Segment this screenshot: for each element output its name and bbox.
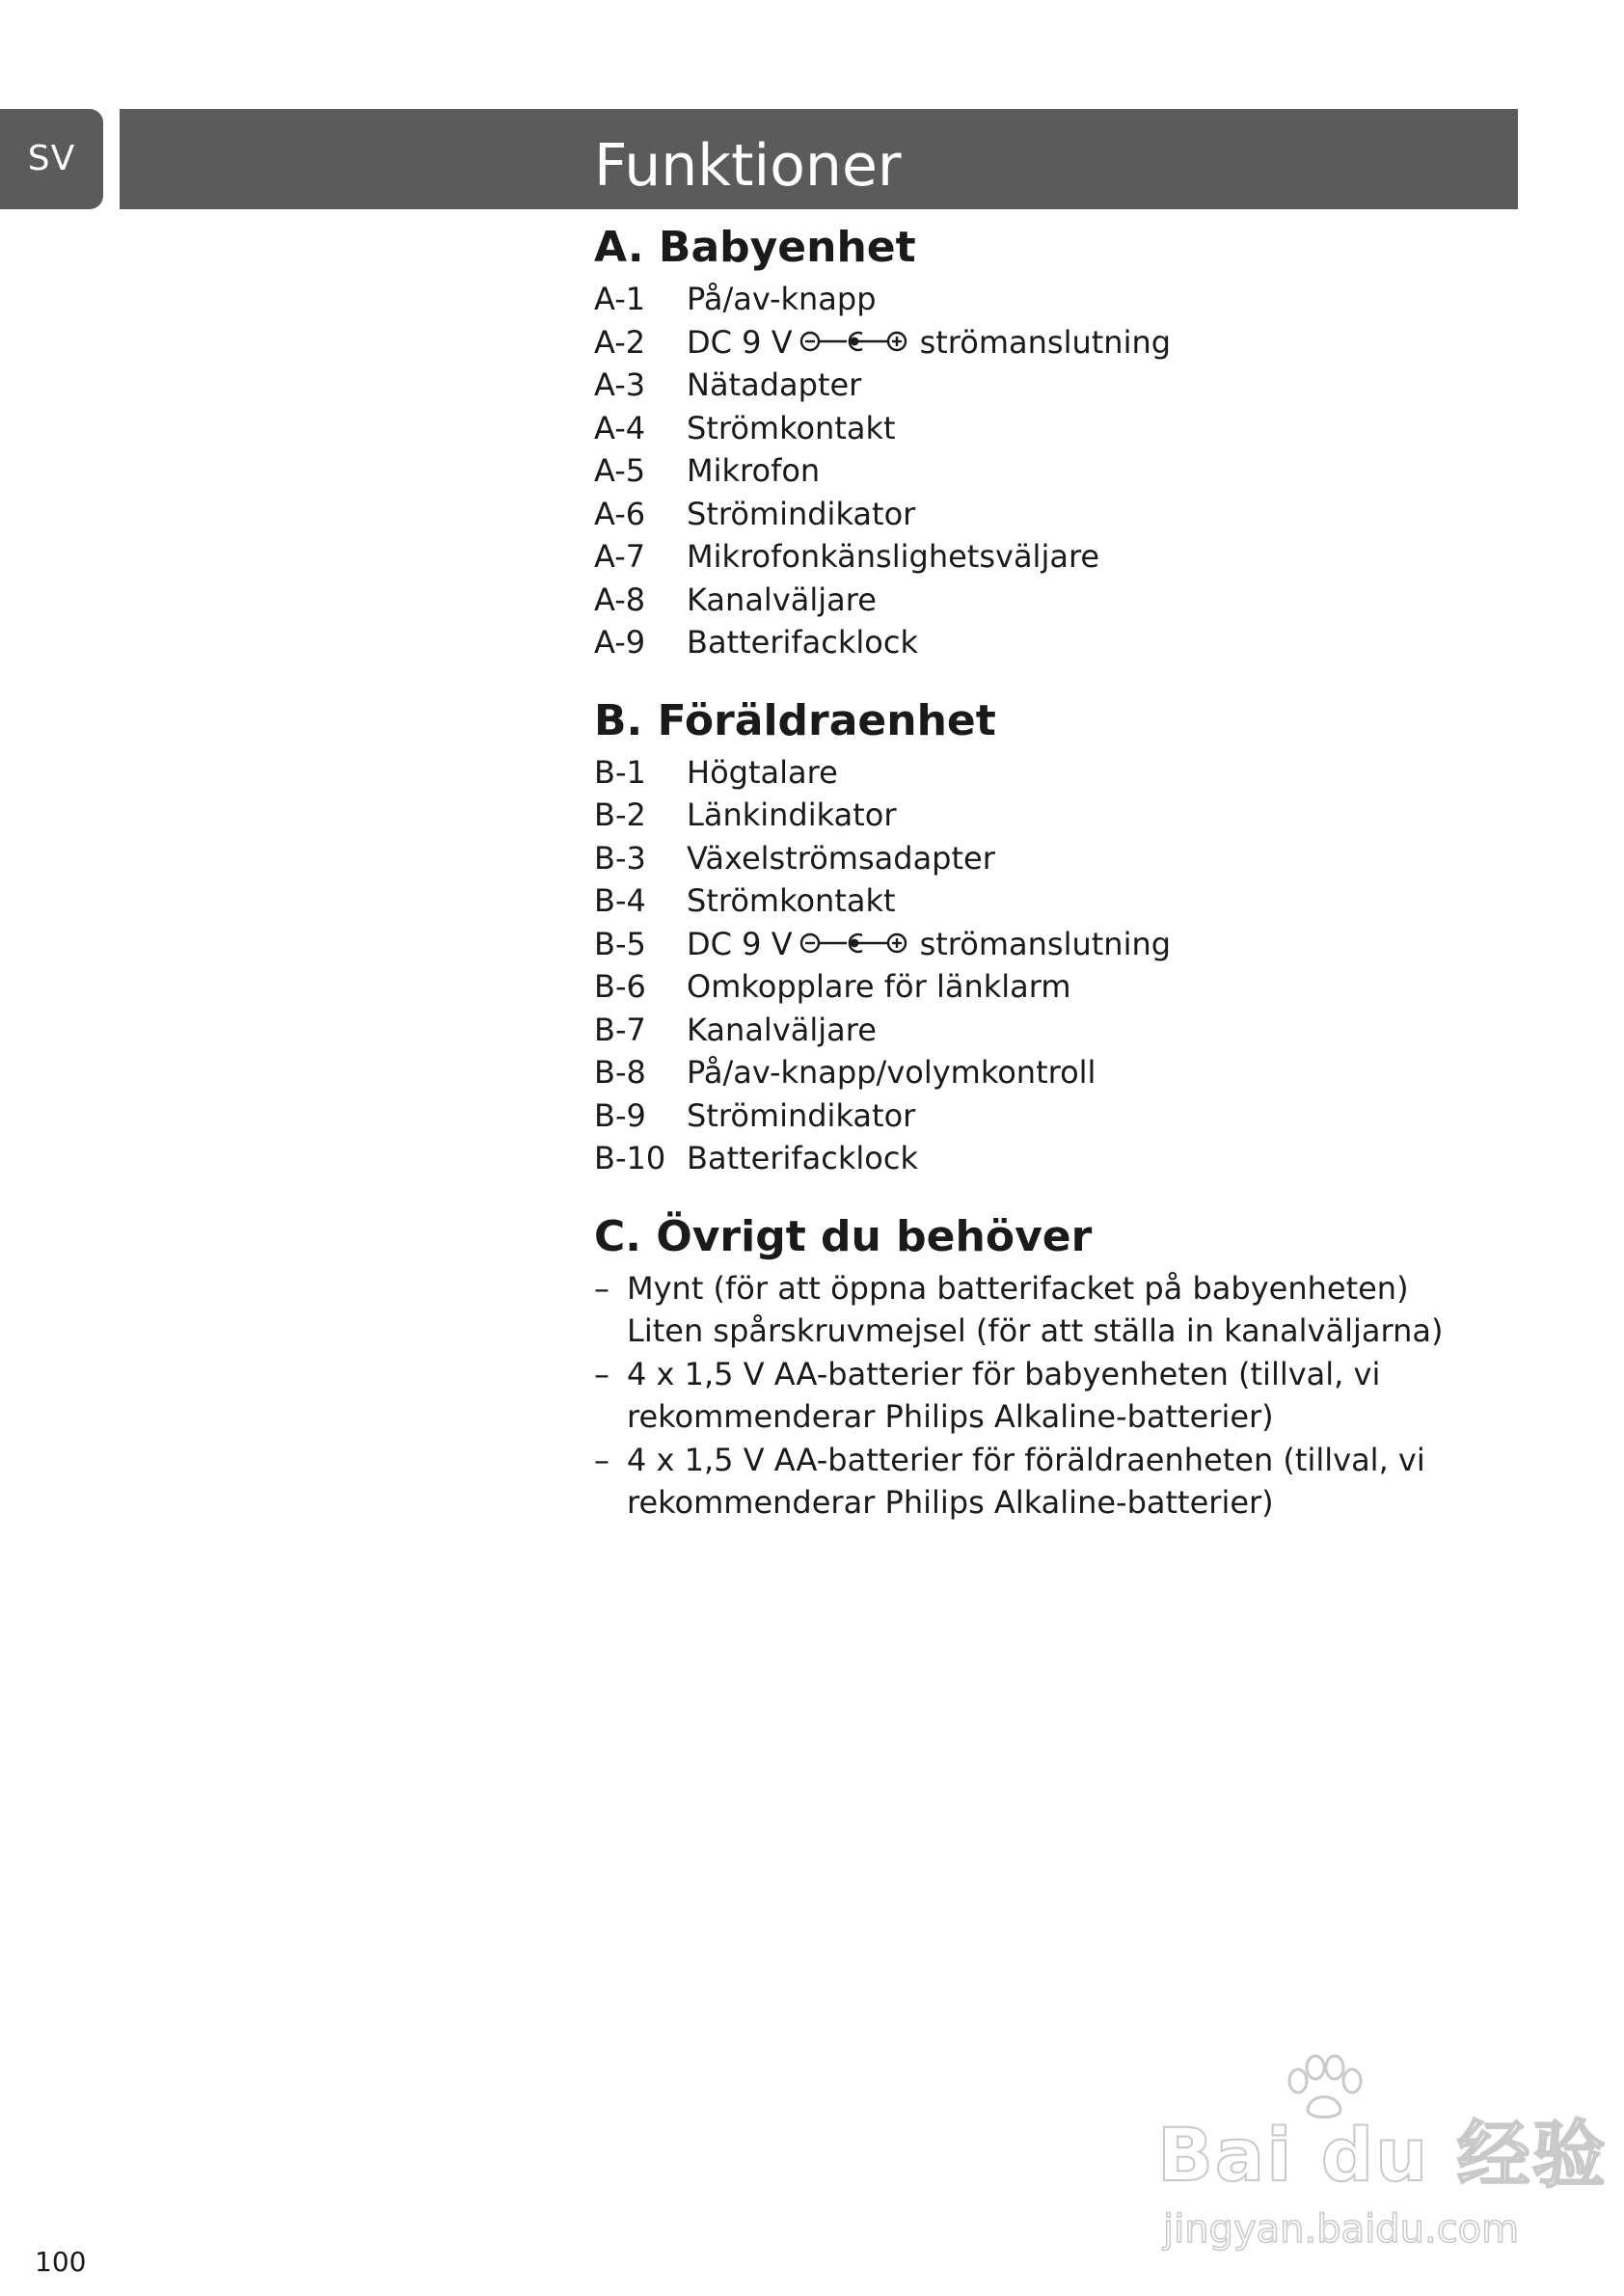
dc-polarity-icon (798, 327, 910, 356)
bullet-line: rekommenderar Philips Alkaline-batterier) (627, 1398, 1274, 1435)
list-item (594, 923, 1501, 966)
bullet-item (594, 1353, 1501, 1439)
item-label: Länkindikator (687, 797, 897, 833)
item-code: B-4 (594, 882, 646, 919)
list-item (594, 837, 1501, 880)
item-label (687, 923, 1501, 966)
item-code: B-1 (594, 753, 646, 791)
item-code: B-8 (594, 1054, 646, 1091)
item-label: Kanalväljare (687, 581, 877, 618)
bullet-line: 4 x 1,5 V AA-batterier för babyenheten (tillval, vi (627, 1355, 1381, 1392)
list-item (594, 321, 1501, 365)
page-number: 100 (35, 2246, 87, 2278)
item-code: A-4 (594, 409, 646, 446)
bullet-text (627, 1353, 1501, 1439)
watermark-url: jingyan.baidu.com (1163, 2207, 1520, 2252)
list-item (594, 579, 1501, 622)
language-tab: SV (0, 109, 103, 209)
bullet-line: Mynt (för att öppna batterifacket på babyenheten) (627, 1269, 1409, 1307)
section-list-a (594, 278, 1501, 664)
bullet-dash: – (594, 1269, 609, 1307)
item-code: A-5 (594, 452, 646, 489)
title-bar (120, 109, 1518, 209)
item-code: A-8 (594, 581, 646, 618)
section-heading-c: C. Övrigt du behöver (594, 1211, 1093, 1261)
item-label: Nätadapter (687, 366, 862, 403)
dc-polarity-icon (798, 929, 910, 958)
list-item (594, 1137, 1501, 1180)
list-item (594, 794, 1501, 837)
list-item (594, 965, 1501, 1009)
item-label: Strömindikator (687, 1096, 916, 1134)
list-item (594, 493, 1501, 536)
item-label-prefix: DC 9 V (687, 925, 793, 962)
item-code: B-5 (594, 925, 646, 962)
list-item (594, 1094, 1501, 1138)
section-heading-b: B. Föräldraenhet (594, 695, 996, 745)
item-label: Mikrofon (687, 452, 821, 489)
item-code: A-3 (594, 366, 646, 403)
bullet-text (627, 1439, 1501, 1525)
item-code: B-3 (594, 839, 646, 877)
list-item (594, 621, 1501, 664)
item-code: B-10 (594, 1140, 666, 1176)
bullet-item (594, 1439, 1501, 1525)
item-label: Batterifacklock (687, 1140, 918, 1176)
baidu-watermark (1157, 2054, 1608, 2256)
item-label (687, 321, 1501, 365)
item-label: Mikrofonkänslighetsväljare (687, 538, 1100, 575)
item-code: A-1 (594, 281, 646, 317)
item-code: B-7 (594, 1011, 646, 1048)
bullet-line: 4 x 1,5 V AA-batterier för föräldraenheten (tillval, vi (627, 1441, 1425, 1478)
item-label: Strömkontakt (687, 882, 896, 919)
list-item (594, 751, 1501, 795)
item-label: På/av-knapp/volymkontroll (687, 1054, 1096, 1091)
list-item (594, 535, 1501, 579)
section-list-c (594, 1267, 1501, 1525)
item-label-prefix: DC 9 V (687, 323, 793, 361)
item-code: B-2 (594, 797, 646, 833)
item-code: B-6 (594, 968, 646, 1005)
section-list-b (594, 751, 1501, 1180)
list-item (594, 1009, 1501, 1052)
item-label: Växelströmsadapter (687, 839, 995, 877)
item-label-suffix: strömanslutning (919, 323, 1172, 361)
list-item (594, 449, 1501, 493)
item-code: A-7 (594, 538, 646, 575)
section-spacer (594, 664, 1501, 691)
item-code: A-2 (594, 323, 646, 361)
item-code: B-9 (594, 1096, 646, 1134)
content (594, 218, 1501, 1525)
item-label: Omkopplare för länklarm (687, 968, 1071, 1005)
bullet-item (594, 1267, 1501, 1353)
bullet-line: rekommenderar Philips Alkaline-batterier) (627, 1484, 1274, 1521)
item-label: Strömkontakt (687, 409, 896, 446)
list-item (594, 364, 1501, 407)
list-item (594, 278, 1501, 321)
item-label: Högtalare (687, 753, 838, 791)
bullet-line: Liten spårskruvmejsel (för att ställa in kanalväljarna) (627, 1312, 1444, 1349)
item-label: Kanalväljare (687, 1011, 877, 1048)
list-item (594, 879, 1501, 923)
list-item (594, 1051, 1501, 1094)
watermark-logo: Bai du 经验 (1157, 2112, 1608, 2198)
item-label: På/av-knapp (687, 281, 877, 317)
item-code: A-9 (594, 624, 646, 661)
item-label: Strömindikator (687, 495, 916, 532)
item-label: Batterifacklock (687, 624, 918, 661)
list-item (594, 407, 1501, 450)
bullet-dash: – (594, 1441, 609, 1478)
item-label-suffix: strömanslutning (919, 925, 1172, 962)
bullet-dash: – (594, 1355, 609, 1392)
bullet-text (627, 1267, 1501, 1353)
item-code: A-6 (594, 495, 646, 532)
page-title: Funktioner (594, 132, 902, 200)
section-spacer (594, 1180, 1501, 1207)
section-heading-a: A. Babyenhet (594, 223, 916, 272)
